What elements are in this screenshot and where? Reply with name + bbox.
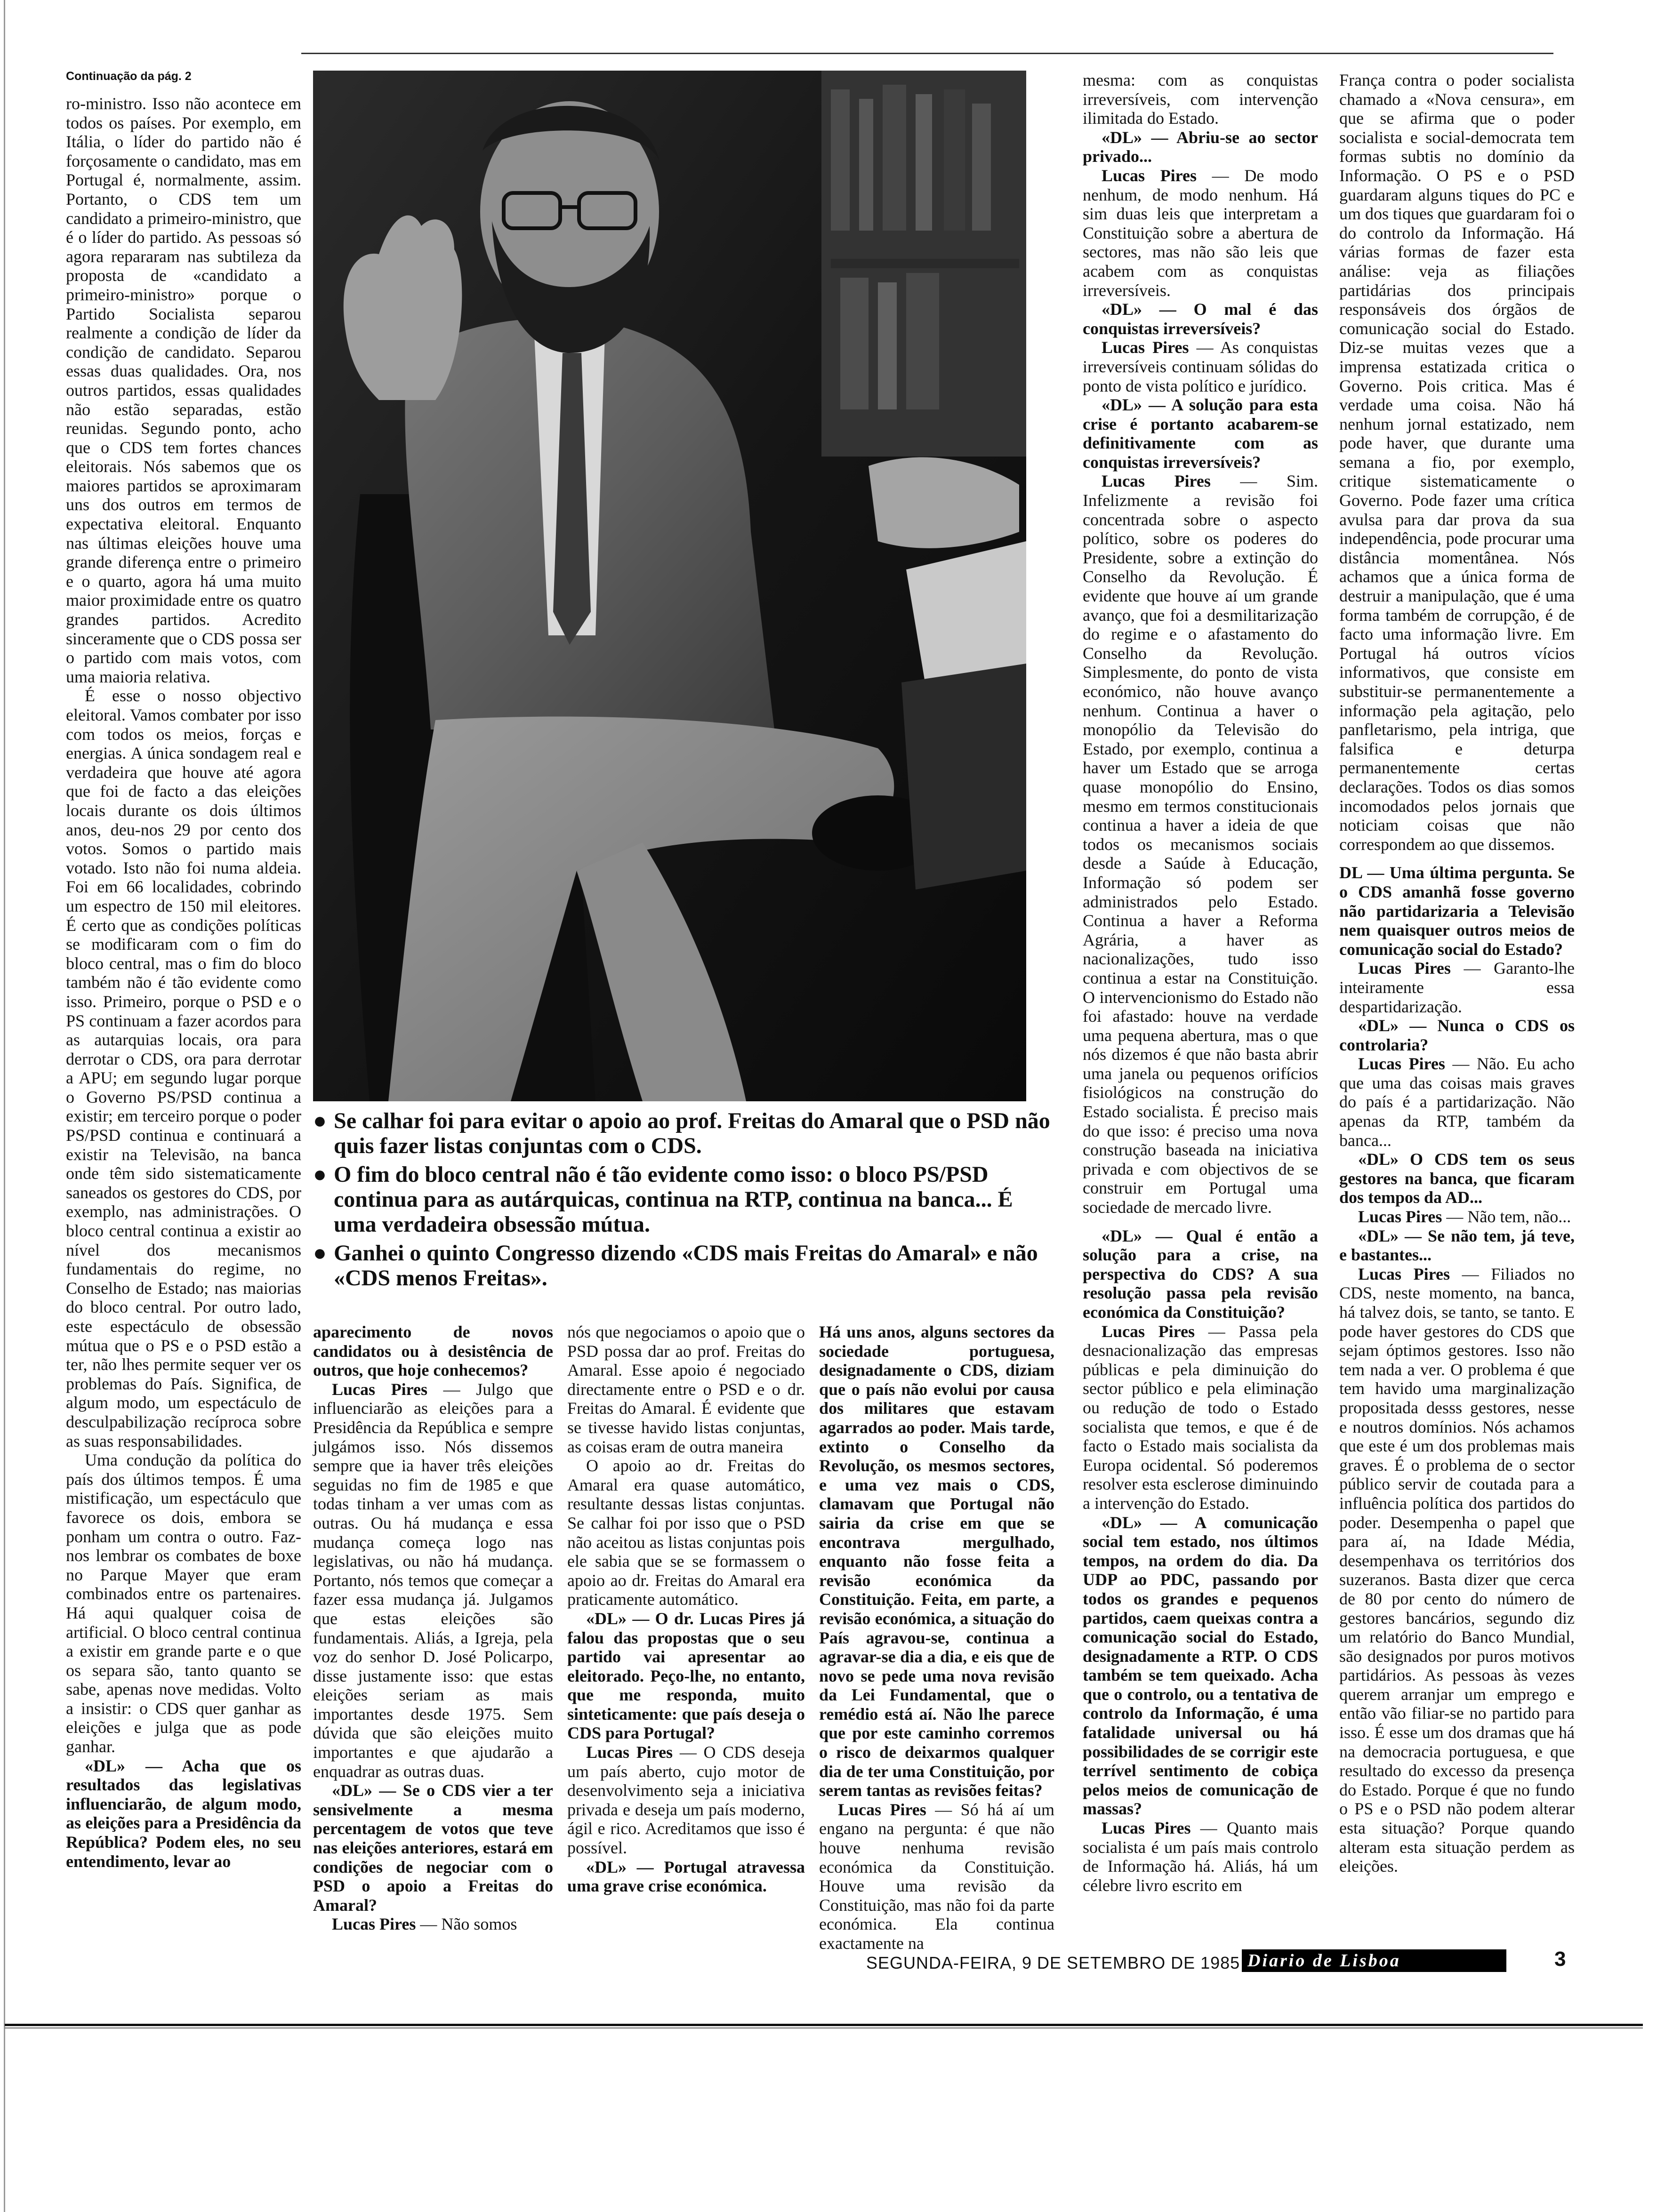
paragraph: O apoio ao dr. Freitas do Amaral era quase automático, resultante dessas listas conjuntas. Se calhar foi por isso que o PSD não aceitou as listas conjuntas pois ele sabia que se se formassem o apoio ao dr. Freitas do Amaral era praticamente automático. — [567, 1456, 805, 1609]
interview-photo — [313, 71, 1026, 1101]
question-text: «DL» — A comunicação social tem estado, nos últimos tempos, na ordem do dia. Da UDP ao PDC, passando por todos os grandes e pequenos partidos, caem queixas contra a comunicação social do Estado, designadamente a RTP. O CDS também se tem queixado. Acha que o controlo, ou a tentativa de controlo da Informação, é uma fatalidade universal ou há possibilidades de se corrigir este terrível sentimento de cobiça pelos meios de comunicação de massas? — [1083, 1513, 1318, 1819]
question-text: «DL» — Abriu-se ao sector privado... — [1083, 128, 1318, 166]
question — [1083, 128, 1318, 166]
question-text: «DL» — O dr. Lucas Pires já falou das propostas que o seu partido vai apresentar ao eleitorado. Peço-lhe, no entanto, que me responda, muito sinteticamente: que país deseja o CDS para Portugal? — [567, 1609, 805, 1743]
question-text: «DL» — Se o CDS vier a ter sensivelmente a mesma percentagem de votos que teve nas eleições anteriores, estará em condições de negociar com o PSD o apoio a Freitas do Amaral? — [313, 1781, 553, 1915]
page-number: 3 — [1554, 1948, 1566, 1971]
answer — [1339, 1265, 1575, 1876]
caption-item — [313, 1162, 1057, 1237]
speaker-name: Lucas Pires — [1102, 1322, 1195, 1341]
column-6 — [1339, 71, 1575, 1939]
answer — [1083, 1322, 1318, 1513]
column-2 — [313, 1322, 553, 1939]
question — [313, 1322, 553, 1380]
question-text: «DL» — Nunca o CDS os controlaria? — [1339, 1016, 1575, 1054]
bullet-icon: ● — [313, 1108, 327, 1133]
speaker-name: Lucas Pires — [332, 1379, 427, 1399]
answer — [1083, 1819, 1318, 1895]
answer — [567, 1743, 805, 1858]
speaker-name: Lucas Pires — [1102, 338, 1189, 357]
speaker-name: Lucas Pires — [1358, 1264, 1450, 1283]
spacer — [1339, 854, 1575, 863]
answer — [313, 1380, 553, 1781]
speaker-name: Lucas Pires — [1102, 1819, 1191, 1838]
column-4 — [819, 1322, 1054, 1953]
paragraph: É esse o nosso objectivo eleitoral. Vamos combater por isso com todos os meios, forças e energias. A única sondagem real e verdadeira que houve até agora que foi de facto a das eleições locais durante os dois últimos anos, deu-nos 29 por cento dos votos. Somos o partido mais votado. Isto não foi numa aldeia. Foi em 66 localidades, cobrindo um espectro de 150 mil eleitores. É certo que as condições políticas se modificaram com o fim do bloco central, mas o fim do bloco também não é tão evidente como isso. Primeiro, porque o PSD e o PS continuam a fazer acordos para as autarquias locais, ora para derrotar o CDS, ora para derrotar a APU; em segundo lugar porque o Governo PS/PSD continua a existir; em terceiro porque o poder PS/PSD continua e continuará a existir na Televisão, na banca onde têm sido sistematicamente saneados os gestores do CDS, por exemplo, nas administrações. O bloco central continua a existir ao nível dos mecanismos fundamentais do regime, no Conselho de Estado; nas maiorias do bloco central. Por outro lado, este espectáculo de obsessão mútua que o PS e o PSD estão a ter, não lhes permite sequer ver os problemas do País. Significa, de algum modo, um espectáculo de desculpabilização recíproca sobre as suas responsabilidades. — [66, 686, 301, 1451]
answer — [1339, 1207, 1575, 1226]
column-5 — [1083, 71, 1318, 1939]
answer-text: — As conquistas irreversíveis continuam sólidas do ponto de vista político e jurídico. — [1083, 338, 1318, 395]
bullet-icon: ● — [313, 1162, 327, 1187]
masthead-logo: Diario de Lisboa — [1242, 1949, 1506, 1972]
top-rule — [301, 53, 1553, 54]
column-3 — [567, 1322, 805, 1939]
answer — [819, 1800, 1054, 1953]
answer-text: — Não somos — [416, 1915, 517, 1934]
question — [1339, 1016, 1575, 1054]
answer-text: — Não tem, não... — [1442, 1207, 1571, 1226]
question — [1339, 1150, 1575, 1207]
question-text: «DL» — O mal é das conquistas irreversíveis? — [1083, 300, 1318, 338]
column-1 — [66, 94, 301, 1953]
question — [819, 1322, 1054, 1800]
footer-date: SEGUNDA-FEIRA, 9 DE SETEMBRO DE 1985 — [866, 1953, 1240, 1972]
question — [313, 1781, 553, 1915]
question — [66, 1756, 301, 1871]
continuation-note: Continuação da pág. 2 — [66, 70, 192, 83]
question-text: aparecimento de novos candidatos ou à desistência de outros, que hoje conhecemos? — [313, 1322, 553, 1380]
answer-text: — Julgo que influenciarão as eleições para a Presidência da República e sempre julgámos isso. Nós dissemos sempre que ia haver três eleições seguidas no fim de 1985 e que todas tinham a ver umas com as outras. Ou há mudança e essa mudança começa logo nas legislativas, ou não há mudança. Portanto, nós temos que começar a fazer essa mudança já. Julgamos que estas eleições são fundamentais. Aliás, a Igreja, pela voz do senhor D. José Policarpo, disse justamente isso: que estas eleições seriam as mais importantes desde 1975. Sem dúvida que são eleições muito importantes e que ajudarão a enquadrar as outras duas. — [313, 1379, 553, 1781]
caption-text: O fim do bloco central não é tão evidente como isso: o bloco PS/PSD continua para as autárquicas, continua na RTP, continua na banca... É uma verdadeira obsessão mútua. — [334, 1162, 1013, 1237]
speaker-name: Lucas Pires — [1358, 959, 1451, 978]
caption-item — [313, 1241, 1057, 1290]
answer-text: — Garanto-lhe inteiramente essa despartidarização. — [1339, 959, 1575, 1016]
paragraph: ro-ministro. Isso não acontece em todos os países. Por exemplo, em Itália, o líder do partido não é forçosamente o candidato, mas em Portugal é, normalmente, assim. Portanto, o CDS tem um candidato a primeiro-ministro, que é o líder do partido. As pessoas só agora repararam nas subtileza da proposta de «candidato a primeiro-ministro» porque o Partido Socialista separou realmente a condição de líder da condição de candidato. Separou essas duas qualidades. Ora, nos outros partidos, essas qualidades não estão separadas, estão reunidas. Segundo ponto, acho que o CDS tem fortes chances eleitorais. Nós sabemos que os maiores partidos se aproximaram uns dos outros em termos de expectativa eleitoral. Enquanto nas últimas eleições houve uma grande diferença entre o primeiro e o quarto, agora há uma muito maior proximidade entre os quatro grandes partidos. Acredito sinceramente que o CDS possa ser o partido com mais votos, com uma maioria relativa. — [66, 94, 301, 686]
portrait-illustration — [313, 71, 1026, 1101]
question-text: «DL» — Qual é então a solução para a crise, na perspectiva do CDS? A sua resolução passa pela revisão económica da Constituição? — [1083, 1226, 1318, 1322]
caption-text: Ganhei o quinto Congresso dizendo «CDS mais Freitas do Amaral» e não «CDS menos Freitas». — [334, 1241, 1038, 1290]
paragraph: Uma condução da política do país dos últimos tempos. É uma mistificação, um espectáculo que favorece os dois, embora se ponham um contra o outro. Faz-nos lembrar os combates de boxe no Parque Mayer que eram combinados entre os partenaires. Há aqui qualquer coisa de artificial. O bloco central continua a existir em grande parte e o que os separa são, tanto quanto se sabe, apenas nove medidas. Volto a insistir: o CDS quer ganhar as eleições e julga que as pode ganhar. — [66, 1451, 301, 1756]
bullet-icon: ● — [313, 1241, 327, 1266]
caption-item — [313, 1108, 1057, 1158]
answer — [1083, 338, 1318, 395]
answer-text: — Só há aí um engano na pergunta: é que não houve nenhuma revisão económica da Constituição. Houve uma revisão da Constituição, mas não foi da parte económica. Ela continua exactamente na — [819, 1800, 1054, 1953]
speaker-name: Lucas Pires — [838, 1800, 926, 1819]
caption-text: Se calhar foi para evitar o apoio ao prof. Freitas do Amaral que o PSD não quis fazer listas conjuntas com o CDS. — [334, 1108, 1050, 1158]
photo-captions — [313, 1108, 1057, 1294]
question-text: «DL» — A solução para esta crise é portanto acabarem-se definitivamente com as conquistas irreversíveis? — [1083, 395, 1318, 472]
page-bottom-rule — [5, 2024, 1643, 2026]
question — [1339, 863, 1575, 959]
question — [1083, 1513, 1318, 1819]
question-text: DL — Uma última pergunta. Se o CDS amanhã fosse governo não partidarizaria a Televisão nem quaisquer outros meios de comunicação social do Estado? — [1339, 863, 1575, 959]
speaker-name: Lucas Pires — [1102, 472, 1211, 491]
paragraph: nós que negociamos o apoio que o PSD possa dar ao prof. Freitas do Amaral. Esse apoio é negociado directamente entre o PSD e o dr. Freitas do Amaral. É evidente que se tivesse havido listas conjuntas, as coisas eram de outra maneira — [567, 1322, 805, 1456]
answer-text: — De modo nenhum, de modo nenhum. Há sim duas leis que interpretam a Constituição sobre a abertura de sectores, mas não são leis que acabem com as conquistas irreversíveis. — [1083, 166, 1318, 300]
answer — [1339, 1054, 1575, 1150]
speaker-name: Lucas Pires — [332, 1915, 416, 1934]
paragraph: França contra o poder socialista chamado a «Nova censura», em que se afirma que o poder socialista e social-democrata tem formas subtis no domínio da Informação. O PS e o PSD guardaram alguns tiques do PC e um dos tiques que guardaram foi o do controlo da Informação. Há várias formas de fazer esta análise: veja as filiações partidárias dos principais responsáveis dos órgãos de comunicação social do Estado. Diz-se muitas vezes que a imprensa estatizada critica o Governo. Pois critica. Mas é verdade uma coisa. Não há nenhum jornal estatizado, nem pode haver, que durante uma semana a fio, por exemplo, critique sistematicamente o Governo. Pode fazer uma crítica avulsa para dar prova da sua independência, pode procurar uma distância momentânea. Nós achamos que a única forma de destruir a manipulação, que é uma forma também de corrupção, é de facto uma informação livre. Em Portugal há outros vícios informativos, que consiste em substituir-se permanentemente a informação pela agitação, pelo panfletarismo, pela intriga, que falsifica e deturpa permanentemente certas declarações. Todos os dias somos incomodados pelos jornais que noticiam coisas que não correspondem ao que dissemos. — [1339, 71, 1575, 854]
question — [567, 1858, 805, 1896]
question-text: «DL» — Acha que os resultados das legislativas influenciarão, de algum modo, as eleições para a Presidência da República? Podem eles, no seu entendimento, levar ao — [66, 1756, 301, 1871]
question — [567, 1609, 805, 1743]
answer-text: — Passa pela desnacionalização das empresas públicas e pela diminuição do sector público e pela eliminação ou redução de todo o Estado socialista que temos, e que é de facto o Estado mais socialista da Europa ocidental. Só poderemos resolver esta esclerose diminuindo a intervenção do Estado. — [1083, 1322, 1318, 1513]
paragraph: mesma: com as conquistas irreversíveis, com intervenção ilimitada do Estado. — [1083, 71, 1318, 128]
speaker-name: Lucas Pires — [1358, 1207, 1442, 1226]
answer-text: — O CDS deseja um país aberto, cujo motor de desenvolvimento seja a iniciativa privada e deseja um país moderno, ágil e rico. Acreditamos que isso é possível. — [567, 1743, 805, 1858]
answer — [313, 1915, 553, 1934]
answer-text: — Sim. Infelizmente a revisão foi concentrada sobre o aspecto político, sobre os poderes do Presidente, sobre a extinção do Conselho da Revolução. É evidente que houve aí um grande avanço, que foi a desmilitarização do regime e o afastamento do Conselho da Revolução. Simplesmente, do ponto de vista económico, não houve avanço nenhum. Continua a haver o monopólio da Televisão do Estado, por exemplo, continua a haver um Estado que se arroga quase monopólio do Ensino, mesmo em termos constitucionais continua a haver a ideia de que todos os mecanismos sociais desde a Saúde à Educação, Informação só podem ser administrados pelo Estado. Continua a haver a Reforma Agrária, a haver as nacionalizações, tudo isso continua a estar na Constituição. O intervencionismo do Estado não foi afastado: houve na verdade uma pequena abertura, mas o que nós dizemos é que não basta abrir uma janela ou pequenos orifícios fisiológicos na construção do Estado socialista. É preciso mais do que isso: é preciso uma nova construção baseada na iniciativa privada e com objectivos de se construir em Portugal uma sociedade de mercado livre. — [1083, 472, 1318, 1217]
spacer — [1083, 1217, 1318, 1226]
question — [1339, 1226, 1575, 1265]
answer-text: — Quanto mais socialista é um país mais controlo de Informação há. Aliás, há um célebre livro escrito em — [1083, 1819, 1318, 1895]
answer-text: — Não. Eu acho que uma das coisas mais graves do país é a partidarização. Não apenas da RTP, também da banca... — [1339, 1054, 1575, 1150]
question — [1083, 395, 1318, 472]
page-edge-rule — [4, 0, 5, 2212]
question-text: «DL» O CDS tem os seus gestores na banca, que ficaram dos tempos da AD... — [1339, 1150, 1575, 1207]
question-text: «DL» — Portugal atravessa uma grave crise económica. — [567, 1857, 805, 1896]
speaker-name: Lucas Pires — [1102, 166, 1197, 185]
question-text: «DL» — Se não tem, já teve, e bastantes... — [1339, 1226, 1575, 1265]
answer-text: — Filiados no CDS, neste momento, na banca, há talvez dois, se tanto, se tanto. E pode haver gestores do CDS que sejam óptimos gestores. Isso não tem nada a ver. O problema é que tem havido uma marginalização propositada desss gestores, nesse e noutros domínios. Nós achamos que este é um dos problemas mais graves. É o problema de o sector público servir de coutada para a influência política dos partidos do poder. Desempenha o papel que para aí, na Idade Média, desempenhava os territórios dos suzeranos. Basta dizer que cerca de 80 por cento do número de gestores bancários, segundo diz um relatório do Banco Mundial, são designados por puros motivos partidários. As pessoas às vezes querem arranjar um emprego e então vão filiar-se no partido para isso. É esse um dos dramas que há na democracia portuguesa, e que resultado do excesso da presença do Estado. Porque é que no fundo o PS e o PSD não podem alterar esta situação? Porque quando alteram esta situação perdem as eleições. — [1339, 1264, 1575, 1876]
answer — [1083, 166, 1318, 300]
question-text: Há uns anos, alguns sectores da sociedade portuguesa, designadamente o CDS, diziam que o país não evolui por causa dos militares que estavam agarrados ao poder. Mais tarde, extinto o Conselho da Revolução, os mesmos sectores, e uma vez mais o CDS, clamavam que Portugal não sairia da crise em que se encontrava mergulhado, enquanto não fosse feita a revisão económica da Constituição. Feita, em parte, a revisão económica, a situação do País agravou-se, continua a agravar-se dia a dia, e eis que de novo se pede uma nova revisão da Lei Fundamental, que o remédio está aí. Não lhe parece que por este caminho corremos o risco de deixarmos qualquer dia de ter uma Constituição, por serem tantas as revisões feitas? — [819, 1322, 1054, 1800]
speaker-name: Lucas Pires — [586, 1743, 673, 1762]
answer — [1083, 472, 1318, 1217]
speaker-name: Lucas Pires — [1358, 1054, 1445, 1074]
question — [1083, 300, 1318, 338]
answer — [1339, 959, 1575, 1016]
question — [1083, 1226, 1318, 1322]
